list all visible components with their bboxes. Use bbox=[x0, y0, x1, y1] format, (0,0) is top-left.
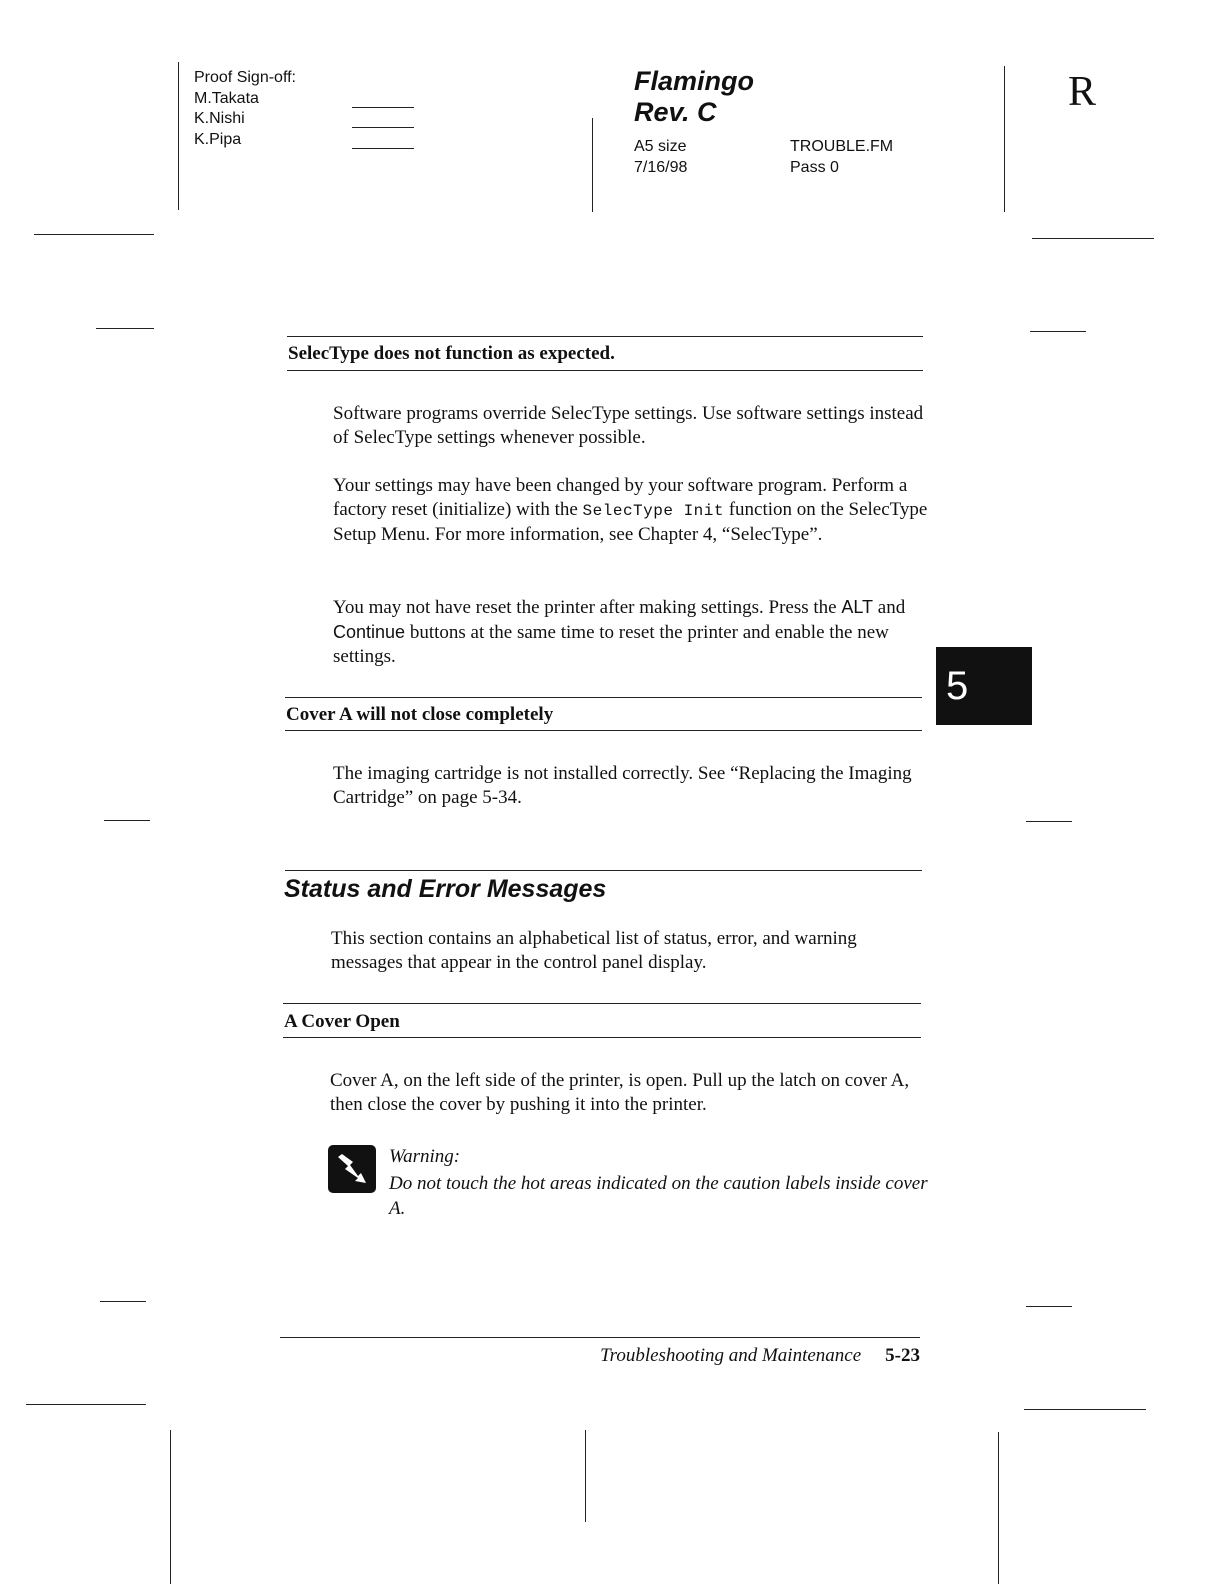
footer-rule bbox=[280, 1337, 920, 1338]
crop-mark bbox=[592, 118, 593, 212]
crop-mark bbox=[96, 328, 154, 329]
crop-mark bbox=[104, 820, 150, 821]
crop-mark bbox=[585, 1430, 586, 1522]
crop-mark bbox=[170, 1430, 171, 1584]
signer-name: K.Pipa bbox=[194, 130, 242, 148]
proof-signoff bbox=[194, 68, 296, 150]
cover-a-para: The imaging cartridge is not installed correctly. See “Replacing the Imaging Cartridge” on page 5-34. bbox=[333, 763, 912, 808]
section-rule bbox=[283, 1003, 921, 1004]
crop-mark bbox=[26, 1404, 146, 1405]
section-title-cover-a: Cover A will not close completely bbox=[286, 704, 554, 725]
menu-item-code: SelecType Init bbox=[582, 502, 724, 520]
section-rule bbox=[285, 697, 922, 698]
status-para: This section contains an alphabetical list of status, error, and warning messages that appear in the control panel display. bbox=[331, 928, 857, 973]
signer-name: M.Takata bbox=[194, 89, 259, 107]
section-title-selectype: SelecType does not function as expected. bbox=[288, 343, 615, 364]
section-rule bbox=[285, 730, 922, 731]
status-heading: Status and Error Messages bbox=[284, 875, 607, 903]
section-rule bbox=[287, 336, 923, 337]
section-title-a-cover-open: A Cover Open bbox=[284, 1011, 400, 1032]
product-name: Flamingo bbox=[634, 66, 754, 96]
corner-mark: R bbox=[1068, 69, 1097, 115]
crop-mark bbox=[100, 1301, 146, 1302]
selectype-para-3: You may not have reset the printer after making settings. Press the ALT and Continue buttons at the same time to reset the printer and enable the new settings. bbox=[333, 597, 906, 667]
crop-mark bbox=[1004, 66, 1005, 212]
section-rule bbox=[283, 1037, 921, 1038]
page-size: A5 size bbox=[634, 138, 687, 155]
crop-mark bbox=[1030, 331, 1086, 332]
selectype-para-2: Your settings may have been changed by your software program. Perform a factory reset (initialize) with the SelecType Init function on the SelecType Setup Menu. For more information, see Chapter 4, “SelecType”. bbox=[333, 475, 928, 545]
heading-rule bbox=[285, 870, 922, 871]
warning-title: Warning: bbox=[389, 1146, 461, 1167]
signature-line bbox=[352, 127, 414, 128]
crop-mark bbox=[1026, 1306, 1072, 1307]
page-number: 5-23 bbox=[885, 1345, 920, 1366]
crop-mark bbox=[1024, 1409, 1146, 1410]
crop-mark bbox=[998, 1432, 999, 1584]
chapter-tab: 5 bbox=[936, 647, 1032, 725]
a-cover-open-para: Cover A, on the left side of the printer, is open. Pull up the latch on cover A, then close the cover by pushing it into the printer. bbox=[330, 1070, 910, 1115]
signature-line bbox=[352, 148, 414, 149]
file-info bbox=[790, 136, 893, 178]
warning-text: Do not touch the hot areas indicated on the caution labels inside cover A. bbox=[389, 1173, 928, 1219]
product-title bbox=[634, 66, 754, 128]
signer-name: K.Nishi bbox=[194, 110, 245, 127]
warning-icon bbox=[328, 1145, 376, 1193]
page-size-date bbox=[634, 136, 687, 178]
signature-line bbox=[352, 107, 414, 108]
pass-number: Pass 0 bbox=[790, 159, 839, 176]
crop-mark bbox=[1032, 238, 1154, 239]
footer-title: Troubleshooting and Maintenance bbox=[600, 1345, 862, 1366]
proof-label: Proof Sign-off: bbox=[194, 69, 296, 86]
file-name: TROUBLE.FM bbox=[790, 138, 894, 155]
page-footer bbox=[280, 1344, 920, 1368]
alt-key-label: ALT bbox=[841, 597, 874, 617]
product-revision: Rev. C bbox=[634, 97, 717, 127]
crop-mark bbox=[34, 234, 154, 235]
continue-key-label: Continue bbox=[333, 622, 406, 642]
selectype-para-1: Software programs override SelecType settings. Use software settings instead of SelecType settings whenever possible. bbox=[333, 403, 924, 448]
doc-date: 7/16/98 bbox=[634, 159, 688, 176]
crop-mark bbox=[1026, 821, 1072, 822]
crop-mark bbox=[178, 62, 179, 210]
section-rule bbox=[287, 370, 923, 371]
